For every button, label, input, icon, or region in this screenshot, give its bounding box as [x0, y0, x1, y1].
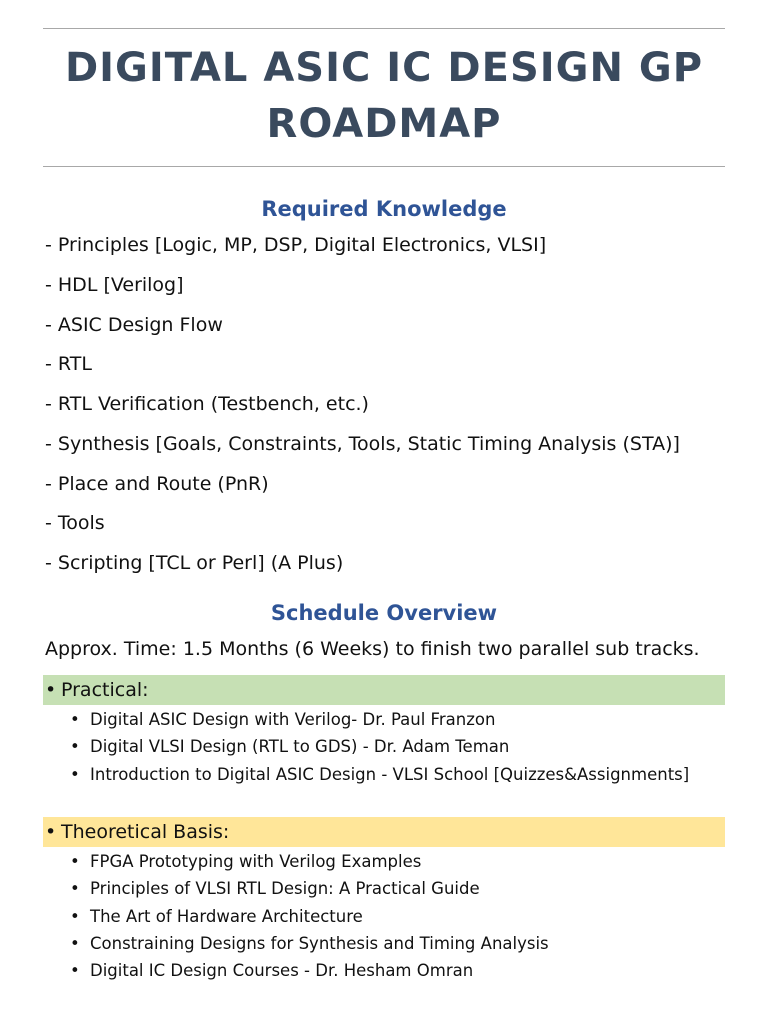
- list-item-text: The Art of Hardware Architecture: [90, 906, 363, 926]
- bullet-icon: •: [70, 852, 80, 871]
- list-item-text: Principles of VLSI RTL Design: A Practical Guide: [90, 879, 480, 899]
- list-item: [66, 848, 549, 875]
- list-item: [66, 733, 689, 760]
- bullet-icon: •: [70, 933, 80, 953]
- list-item-text: Digital IC Design Courses - Dr. Hesham Omran: [90, 961, 474, 981]
- required-knowledge-list: [45, 228, 680, 586]
- practical-band: [43, 675, 725, 705]
- theoretical-list: [66, 848, 549, 984]
- knowledge-item: - RTL Verification (Testbench, etc.): [45, 393, 369, 415]
- required-knowledge-heading: Required Knowledge: [261, 197, 507, 221]
- bullet-icon: •: [70, 764, 80, 784]
- bullet-icon: •: [70, 961, 80, 981]
- knowledge-item: - Principles [Logic, MP, DSP, Digital Electronics, VLSI]: [45, 234, 547, 256]
- bullet-icon: •: [70, 710, 80, 729]
- bullet-icon: •: [70, 879, 80, 899]
- knowledge-item: - RTL: [45, 353, 92, 376]
- list-item: [66, 957, 549, 984]
- bullet-icon: •: [70, 737, 80, 757]
- knowledge-item: - HDL [Verilog]: [45, 273, 184, 296]
- top-divider: [43, 28, 725, 29]
- title-divider: [43, 166, 725, 167]
- theoretical-band: [43, 817, 725, 847]
- knowledge-item: - ASIC Design Flow: [45, 313, 223, 336]
- list-item: [66, 875, 549, 902]
- list-item-text: FPGA Prototyping with Verilog Examples: [90, 852, 422, 871]
- bullet-icon: •: [70, 906, 80, 926]
- theoretical-label: Theoretical Basis:: [61, 821, 230, 843]
- approx-time-text: Approx. Time: 1.5 Months (6 Weeks) to finish two parallel sub tracks.: [45, 638, 700, 660]
- list-item-text: Introduction to Digital ASIC Design - VLSI School [Quizzes&Assignments]: [90, 764, 690, 784]
- knowledge-item: - Synthesis [Goals, Constraints, Tools, Static Timing Analysis (STA)]: [45, 432, 680, 455]
- document-title: [43, 40, 725, 152]
- list-item-text: Digital ASIC Design with Verilog- Dr. Paul Franzon: [90, 710, 496, 729]
- knowledge-item: - Place and Route (PnR): [45, 472, 269, 495]
- list-item: [66, 930, 549, 957]
- bullet-icon: •: [45, 821, 57, 843]
- schedule-overview-heading: Schedule Overview: [270, 601, 498, 625]
- list-item: [66, 903, 549, 930]
- title-line-2: ROADMAP: [266, 101, 502, 147]
- knowledge-item: - Scripting [TCL or Perl] (A Plus): [45, 552, 344, 574]
- title-line-1: DIGITAL ASIC IC DESIGN GP: [64, 45, 704, 91]
- list-item-text: Digital VLSI Design (RTL to GDS) - Dr. Adam Teman: [90, 737, 510, 757]
- list-item: [66, 761, 689, 788]
- practical-list: [66, 706, 689, 788]
- practical-label: Practical:: [61, 679, 149, 701]
- list-item: [66, 706, 689, 733]
- list-item-text: Constraining Designs for Synthesis and Timing Analysis: [90, 933, 549, 953]
- knowledge-item: - Tools: [45, 512, 105, 535]
- bullet-icon: •: [45, 679, 57, 701]
